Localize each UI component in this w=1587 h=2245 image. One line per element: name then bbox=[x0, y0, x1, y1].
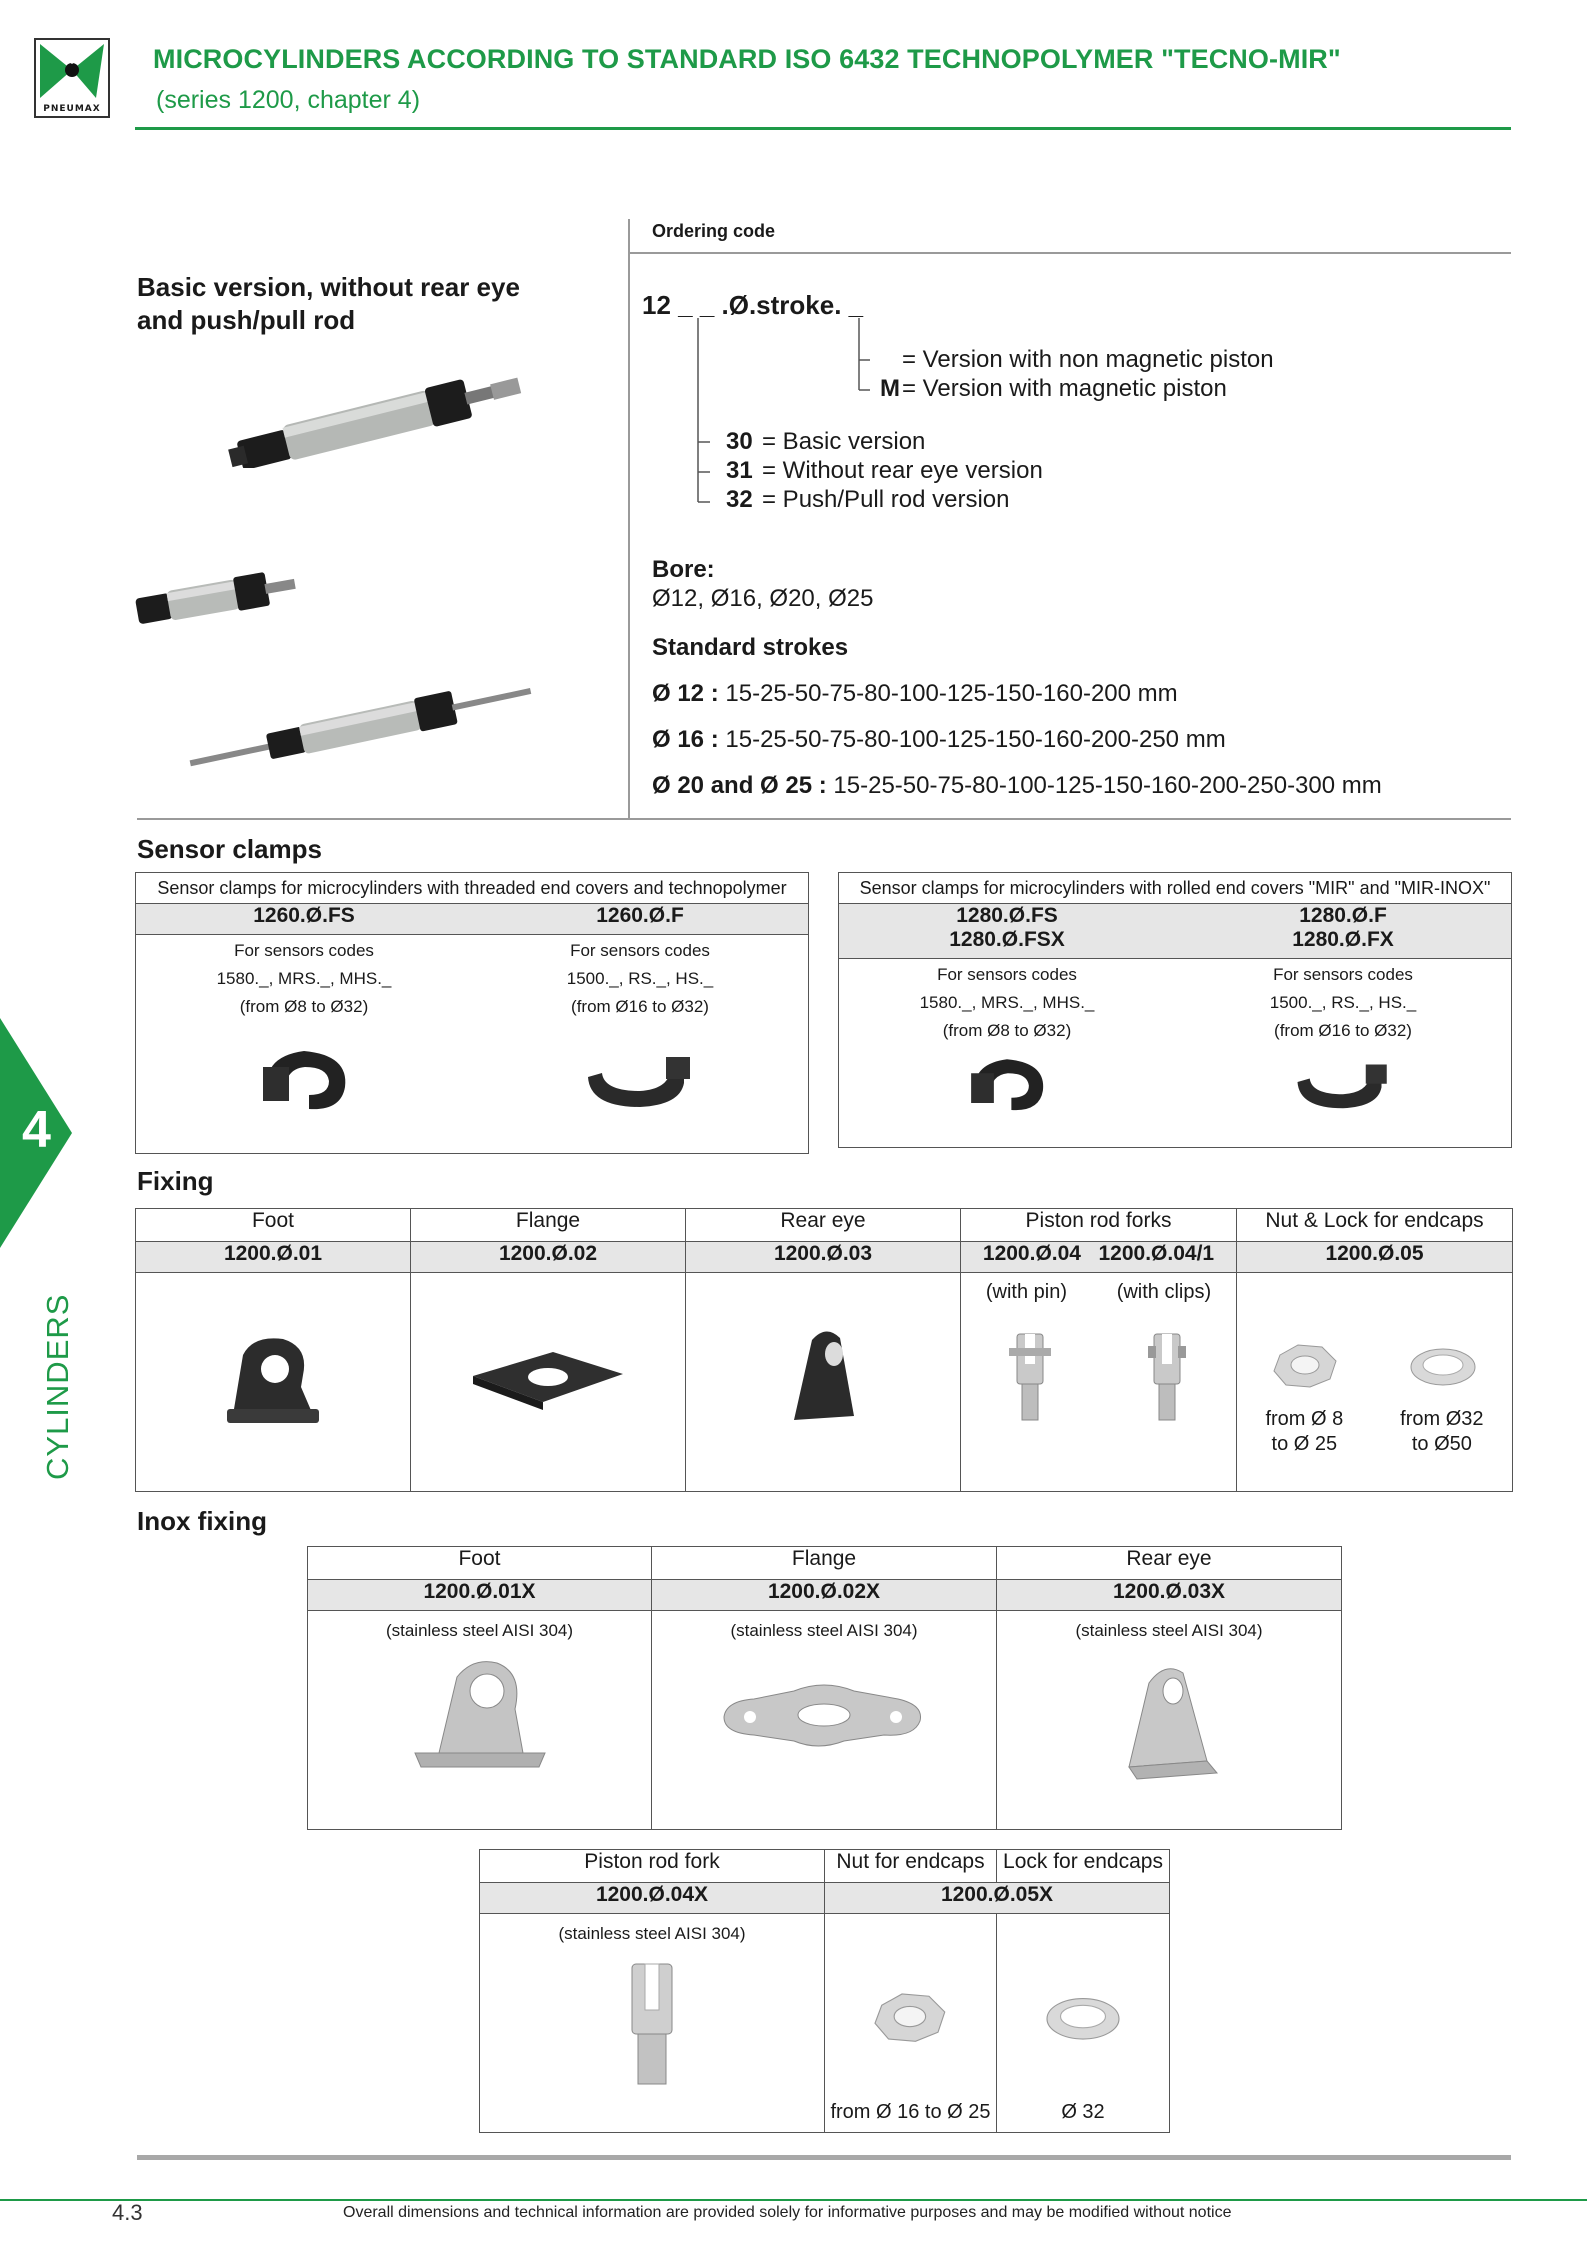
page-number: 4.3 bbox=[112, 2200, 143, 2225]
fork-clips-note: (with clips) bbox=[1116, 1281, 1212, 1303]
inox-fork-code: 1200.Ø.04X bbox=[480, 1883, 825, 1914]
inox-flange-cell: (stainless steel AISI 304) bbox=[652, 1611, 997, 1830]
sensor-left-cell-1: For sensors codes 1580._, MRS._, MHS._ (from Ø8 to Ø32) bbox=[136, 935, 473, 1154]
piston-option-2: M= Version with magnetic piston bbox=[880, 375, 1227, 402]
sensor-clamp-fx-image bbox=[1283, 1047, 1403, 1117]
inox-lock-name: Lock for endcaps bbox=[997, 1850, 1170, 1883]
inox-fork-nut-table bbox=[479, 1849, 1170, 2133]
ordering-vertical-divider bbox=[628, 219, 630, 819]
version-option-32: 32 = Push/Pull rod version bbox=[726, 486, 1010, 513]
sensor-clamp-fs-image bbox=[249, 1037, 359, 1117]
chapter-number: 4 bbox=[22, 1101, 51, 1159]
inox-nut-name: Nut for endcaps bbox=[825, 1850, 997, 1883]
lock-range-note: from Ø32 to Ø50 bbox=[1400, 1408, 1484, 1455]
version-option-30: 30 = Basic version bbox=[726, 428, 926, 455]
inox-nut-note: from Ø 16 to Ø 25 bbox=[830, 2101, 991, 2123]
nut-range-note: from Ø 8 to Ø 25 bbox=[1265, 1408, 1344, 1455]
ordering-code-label: Ordering code bbox=[652, 221, 776, 241]
nut-image bbox=[1266, 1339, 1346, 1399]
sensor-left-cell-2: For sensors codes 1500._, RS._, HS._ (from Ø16 to Ø32) bbox=[472, 935, 809, 1154]
inox-rear-eye-cell: (stainless steel AISI 304) bbox=[997, 1611, 1342, 1830]
inox-foot-image bbox=[405, 1649, 555, 1779]
lock-ring-image bbox=[1403, 1339, 1483, 1399]
inox-foot-name: Foot bbox=[308, 1547, 652, 1580]
inox-rear-eye-image bbox=[1099, 1649, 1239, 1789]
inox-foot-code: 1200.Ø.01X bbox=[308, 1580, 652, 1611]
inox-fixing-table bbox=[307, 1546, 1342, 1830]
ordering-code: 12 _ _ .Ø.stroke. _ bbox=[642, 290, 864, 320]
strokes-row-16: Ø 16 : 15-25-50-75-80-100-125-150-160-200-250 mm bbox=[652, 726, 1226, 753]
chapter-label: CYLINDERS bbox=[40, 1293, 75, 1480]
inox-fork-image bbox=[612, 1956, 692, 2096]
sensor-left-header: Sensor clamps for microcylinders with threaded end covers and technopolymer bbox=[136, 873, 809, 904]
inox-lock-image bbox=[1038, 1986, 1128, 2056]
foot-bracket-image bbox=[213, 1325, 333, 1435]
fixing-rear-eye-cell bbox=[686, 1273, 961, 1492]
inox-rear-eye-code: 1200.Ø.03X bbox=[997, 1580, 1342, 1611]
footer-rule bbox=[137, 2155, 1511, 2160]
sensor-clamps-right-table bbox=[838, 872, 1512, 1148]
logo-text: PNEUMAX bbox=[43, 104, 101, 114]
fixing-nut-lock-name: Nut & Lock for endcaps bbox=[1237, 1209, 1513, 1242]
footer-green-line bbox=[0, 2199, 1587, 2201]
sensor-right-code-2: 1280.Ø.F 1280.Ø.FX bbox=[1175, 904, 1512, 959]
fork-pin-note: (with pin) bbox=[985, 1281, 1067, 1303]
sensor-left-code-2: 1260.Ø.F bbox=[472, 904, 809, 935]
bore-label: Bore: bbox=[652, 556, 715, 583]
strokes-row-20-25: Ø 20 and Ø 25 : 15-25-50-75-80-100-125-150-160-200-250-300 mm bbox=[652, 772, 1382, 799]
inox-nut-cell bbox=[825, 1914, 997, 2133]
sensor-clamp-fsx-image bbox=[957, 1047, 1057, 1117]
fixing-nut-lock-code: 1200.Ø.05 bbox=[1237, 1242, 1513, 1273]
fixing-flange-cell bbox=[411, 1273, 686, 1492]
fixing-foot-cell bbox=[136, 1273, 411, 1492]
inox-fixing-title: Inox fixing bbox=[137, 1506, 267, 1536]
inox-flange-code: 1200.Ø.02X bbox=[652, 1580, 997, 1611]
inox-rear-eye-name: Rear eye bbox=[997, 1547, 1342, 1580]
flange-plate-image bbox=[463, 1340, 633, 1420]
header-divider bbox=[135, 127, 1511, 130]
strokes-row-12: Ø 12 : 15-25-50-75-80-100-125-150-160-200 mm bbox=[652, 680, 1178, 707]
fixing-table bbox=[135, 1208, 1513, 1492]
inox-flange-name: Flange bbox=[652, 1547, 997, 1580]
piston-option-1: = Version with non magnetic piston bbox=[902, 346, 1274, 373]
fixing-nut-lock-cell bbox=[1237, 1273, 1513, 1492]
fixing-rear-eye-code: 1200.Ø.03 bbox=[686, 1242, 961, 1273]
sensor-right-header: Sensor clamps for microcylinders with rolled end covers "MIR" and "MIR-INOX" bbox=[839, 873, 1512, 904]
ordering-top-rule bbox=[629, 252, 1511, 254]
inox-fork-name: Piston rod fork bbox=[480, 1850, 825, 1883]
cylinder-short-image bbox=[130, 562, 310, 632]
fixing-forks-cell bbox=[961, 1273, 1237, 1492]
sensor-left-code-1: 1260.Ø.FS bbox=[136, 904, 473, 935]
cylinder-basic-image bbox=[225, 368, 535, 468]
logo-mark-icon bbox=[36, 40, 108, 102]
version-option-31: 31 = Without rear eye version bbox=[726, 457, 1043, 484]
inox-lock-note: Ø 32 bbox=[1061, 2101, 1105, 2123]
fixing-forks-code: 1200.Ø.04 1200.Ø.04/1 bbox=[961, 1242, 1237, 1273]
page-subtitle: (series 1200, chapter 4) bbox=[156, 86, 421, 114]
section-title-line2: and push/pull rod bbox=[137, 305, 356, 335]
fixing-foot-code: 1200.Ø.01 bbox=[136, 1242, 411, 1273]
sensor-clamps-left-table bbox=[135, 872, 809, 1154]
rear-eye-image bbox=[778, 1320, 868, 1440]
section-title-line1: Basic version, without rear eye bbox=[137, 272, 520, 302]
sensor-right-cell-2: For sensors codes 1500._, RS._, HS._ (from Ø16 to Ø32) bbox=[1175, 959, 1512, 1148]
sensor-clamp-f-image bbox=[580, 1037, 700, 1117]
inox-foot-cell: (stainless steel AISI 304) bbox=[308, 1611, 652, 1830]
sensor-right-cell-1: For sensors codes 1580._, MRS._, MHS._ (from Ø8 to Ø32) bbox=[839, 959, 1176, 1148]
bore-values: Ø12, Ø16, Ø20, Ø25 bbox=[652, 585, 874, 612]
inox-lock-cell bbox=[997, 1914, 1170, 2133]
inox-nut-image bbox=[866, 1986, 956, 2056]
fork-with-clips-image bbox=[1142, 1328, 1192, 1428]
strokes-label: Standard strokes bbox=[652, 634, 849, 661]
sensor-right-code-1: 1280.Ø.FS 1280.Ø.FSX bbox=[839, 904, 1176, 959]
inox-fork-cell: (stainless steel AISI 304) bbox=[480, 1914, 825, 2133]
footer-disclaimer: Overall dimensions and technical information are provided solely for informative purposes and may be modified without notice bbox=[343, 2204, 1232, 2221]
page-title: MICROCYLINDERS ACCORDING TO STANDARD ISO 6432 TECHNOPOLYMER "TECNO-MIR" bbox=[153, 44, 1341, 74]
inox-nut-code: 1200.Ø.05X bbox=[825, 1883, 1170, 1914]
sensor-clamps-title: Sensor clamps bbox=[137, 834, 322, 864]
fixing-flange-name: Flange bbox=[411, 1209, 686, 1242]
ordering-bottom-rule bbox=[137, 818, 1511, 820]
pneumax-logo bbox=[34, 38, 110, 118]
fixing-rear-eye-name: Rear eye bbox=[686, 1209, 961, 1242]
fixing-forks-name: Piston rod forks bbox=[961, 1209, 1237, 1242]
fixing-flange-code: 1200.Ø.02 bbox=[411, 1242, 686, 1273]
cylinder-pushpull-image bbox=[186, 680, 536, 770]
fixing-foot-name: Foot bbox=[136, 1209, 411, 1242]
fork-with-pin-image bbox=[1005, 1328, 1055, 1428]
fixing-title: Fixing bbox=[137, 1166, 214, 1196]
inox-flange-image bbox=[714, 1661, 934, 1771]
